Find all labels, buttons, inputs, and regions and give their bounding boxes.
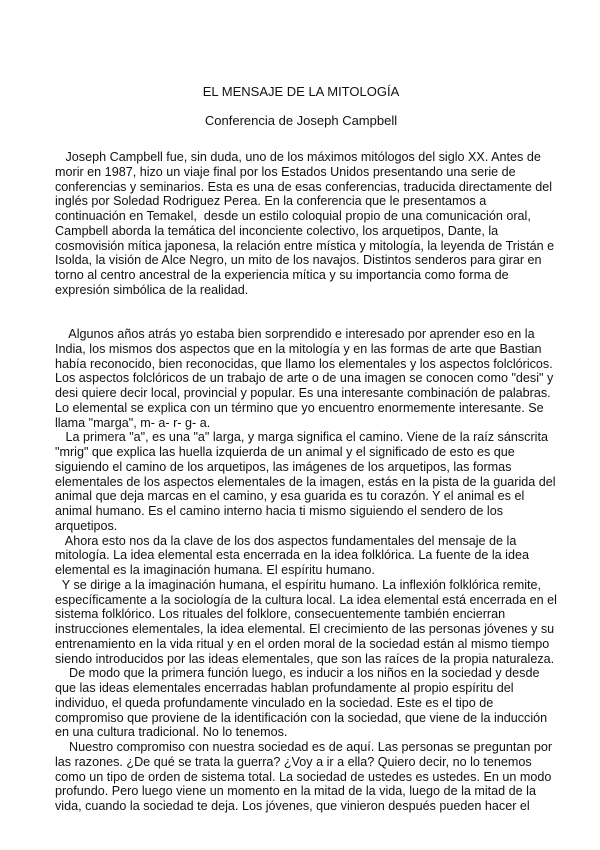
text-line: llama "marga", m- a- r- g- a. [55,415,211,430]
text-line: animal humano. Es el camino interno hacia ti mismo siguiendo el sendero de los [55,504,504,518]
text-line: profundo. Pero luego viene un momento en la mitad de la vida, luego de la mitad de la [55,784,536,799]
main-text [55,327,557,814]
text-line: instrucciones elementales, la idea elemental. El crecimiento de las personas jóvenes y su [55,622,555,636]
text-line: Joseph Campbell fue, sin duda, uno de los máximos mitólogos del siglo XX. Antes de [55,150,541,164]
text-line: elemental es la imaginación humana. El espíritu humano. [55,563,375,577]
text-line: que las ideas elementales encerradas hablan profundamente al propio espíritu del [55,681,514,695]
text-line: cosmovisión mítica japonesa, la relación entre mística y mitología, la leyenda de Tristán e [55,238,555,253]
text-line: Ahora esto nos da la clave de los dos aspectos fundamentales del mensaje de la [55,533,517,548]
text-line: desi quiere decir local, provincial y popular. Es una interesante combinación de palabras. [55,386,551,400]
text-line: como un tipo de orden de sistema total. La sociedad de ustedes es ustedes. En un modo [55,769,552,784]
text-line: siendo introducidos por las ideas elementales, que son las raíces de la propia naturaleza. [55,651,555,666]
document-body [55,150,557,814]
text-line: La primera "a", es una "a" larga, y marga significa el camino. Viene de la raíz sánscrita [55,430,548,445]
text-line: siguiendo el camino de los arquetipos, las imágenes de los arquetipos, las formas [55,459,512,474]
text-line: individuo, el queda profundamente vinculado en la sociedad. Este es el tipo de [55,695,494,710]
text-line: Nuestro compromiso con nuestra sociedad es de aquí. Las personas se preguntan por [55,740,553,754]
document-subtitle: Conferencia de Joseph Campbell [204,113,398,128]
text-line: compromiso que proviene de la identificación con la sociedad, que viene de la inducción [55,710,548,725]
text-line: continuación en Temakel, desde un estilo coloquial propio de una comunicación oral, [55,209,531,223]
document-title: EL MENSAJE DE LA MITOLOGÍA [202,84,400,99]
text-line: Isolda, la visión de Alce Negro, un mito de los navajos. Distintos senderos para girar en [55,253,542,268]
text-line: conferencias y seminarios. Esta es una de esas conferencias, traducida directamente del [55,179,553,194]
text-line: vida, cuando la sociedad te deja. Los jóvenes, que vinieron después pueden hacer el [55,799,530,813]
text-line: Lo elemental se explica con un término que yo encuentro enormemente interesante. Se [55,400,544,415]
text-line: animal que deja marcas en el camino, y esa guarida es tu corazón. Y el animal es el [55,489,525,504]
text-line: torno al centro ancestral de la experiencia mítica y su importancia como forma de [55,268,509,282]
text-line: en una cultura tradicional. No lo tenemos. [55,725,288,740]
text-line: Campbell aborda la temática del inconciente colectivo, los arquetipos, Dante, la [55,223,499,238]
text-line: sistema folklórico. Los rituales del folklore, consecuentemente también encierran [55,607,506,622]
text-line: Algunos años atrás yo estaba bien sorprendido e interesado por aprender eso en la [55,327,535,341]
text-line: expresión simbólica de la realidad. [55,282,249,297]
text-line: elementales de los aspectos elementales de la imagen, estás en la pista de la guarida del [55,474,556,489]
text-line: Los aspectos folclóricos de un trabajo de arte o de una imagen se conocen como "desi" y [55,371,554,386]
text-line: las razones. ¿De qué se trata la guerra? ¿Voy a ir a ella? Quiero decir, no lo tenemos [55,754,532,769]
text-line: arquetipos. [55,518,118,533]
text-line: "mrig" que explica las huella izquierda de un animal y el significado de esto es que [55,445,515,459]
text-line: mitología. La idea elemental esta encerrada en la idea folklórica. La fuente de la idea [55,548,529,563]
paragraph-gap [55,298,547,328]
intro-paragraph [55,150,555,298]
text-line: morir en 1987, hizo un viaje final por los Estados Unidos presentando una serie de [55,164,516,179]
text-line: específicamente a la sociología de la cultura local. La idea elemental está encerrada en el [55,592,557,607]
text-line: India, los mismos dos aspectos que en la mitología y en las formas de arte que Bastian [55,341,542,356]
text-line: De modo que la primera función luego, es inducir a los niños en la sociedad y desde [55,666,540,681]
text-line: entrenamiento en la vida ritual y en el orden moral de la sociedad están al mismo tiempo [55,636,550,651]
text-line: había reconocido, bien reconocidas, que llamo los elementales y los aspectos folclóricos. [55,356,553,371]
text-line: inglés por Soledad Rodriguez Perea. En la conferencia que le presentamos a [55,194,487,209]
text-line: Y se dirige a la imaginación humana, el espíritu humano. La inflexión folklórica remite, [55,577,542,592]
